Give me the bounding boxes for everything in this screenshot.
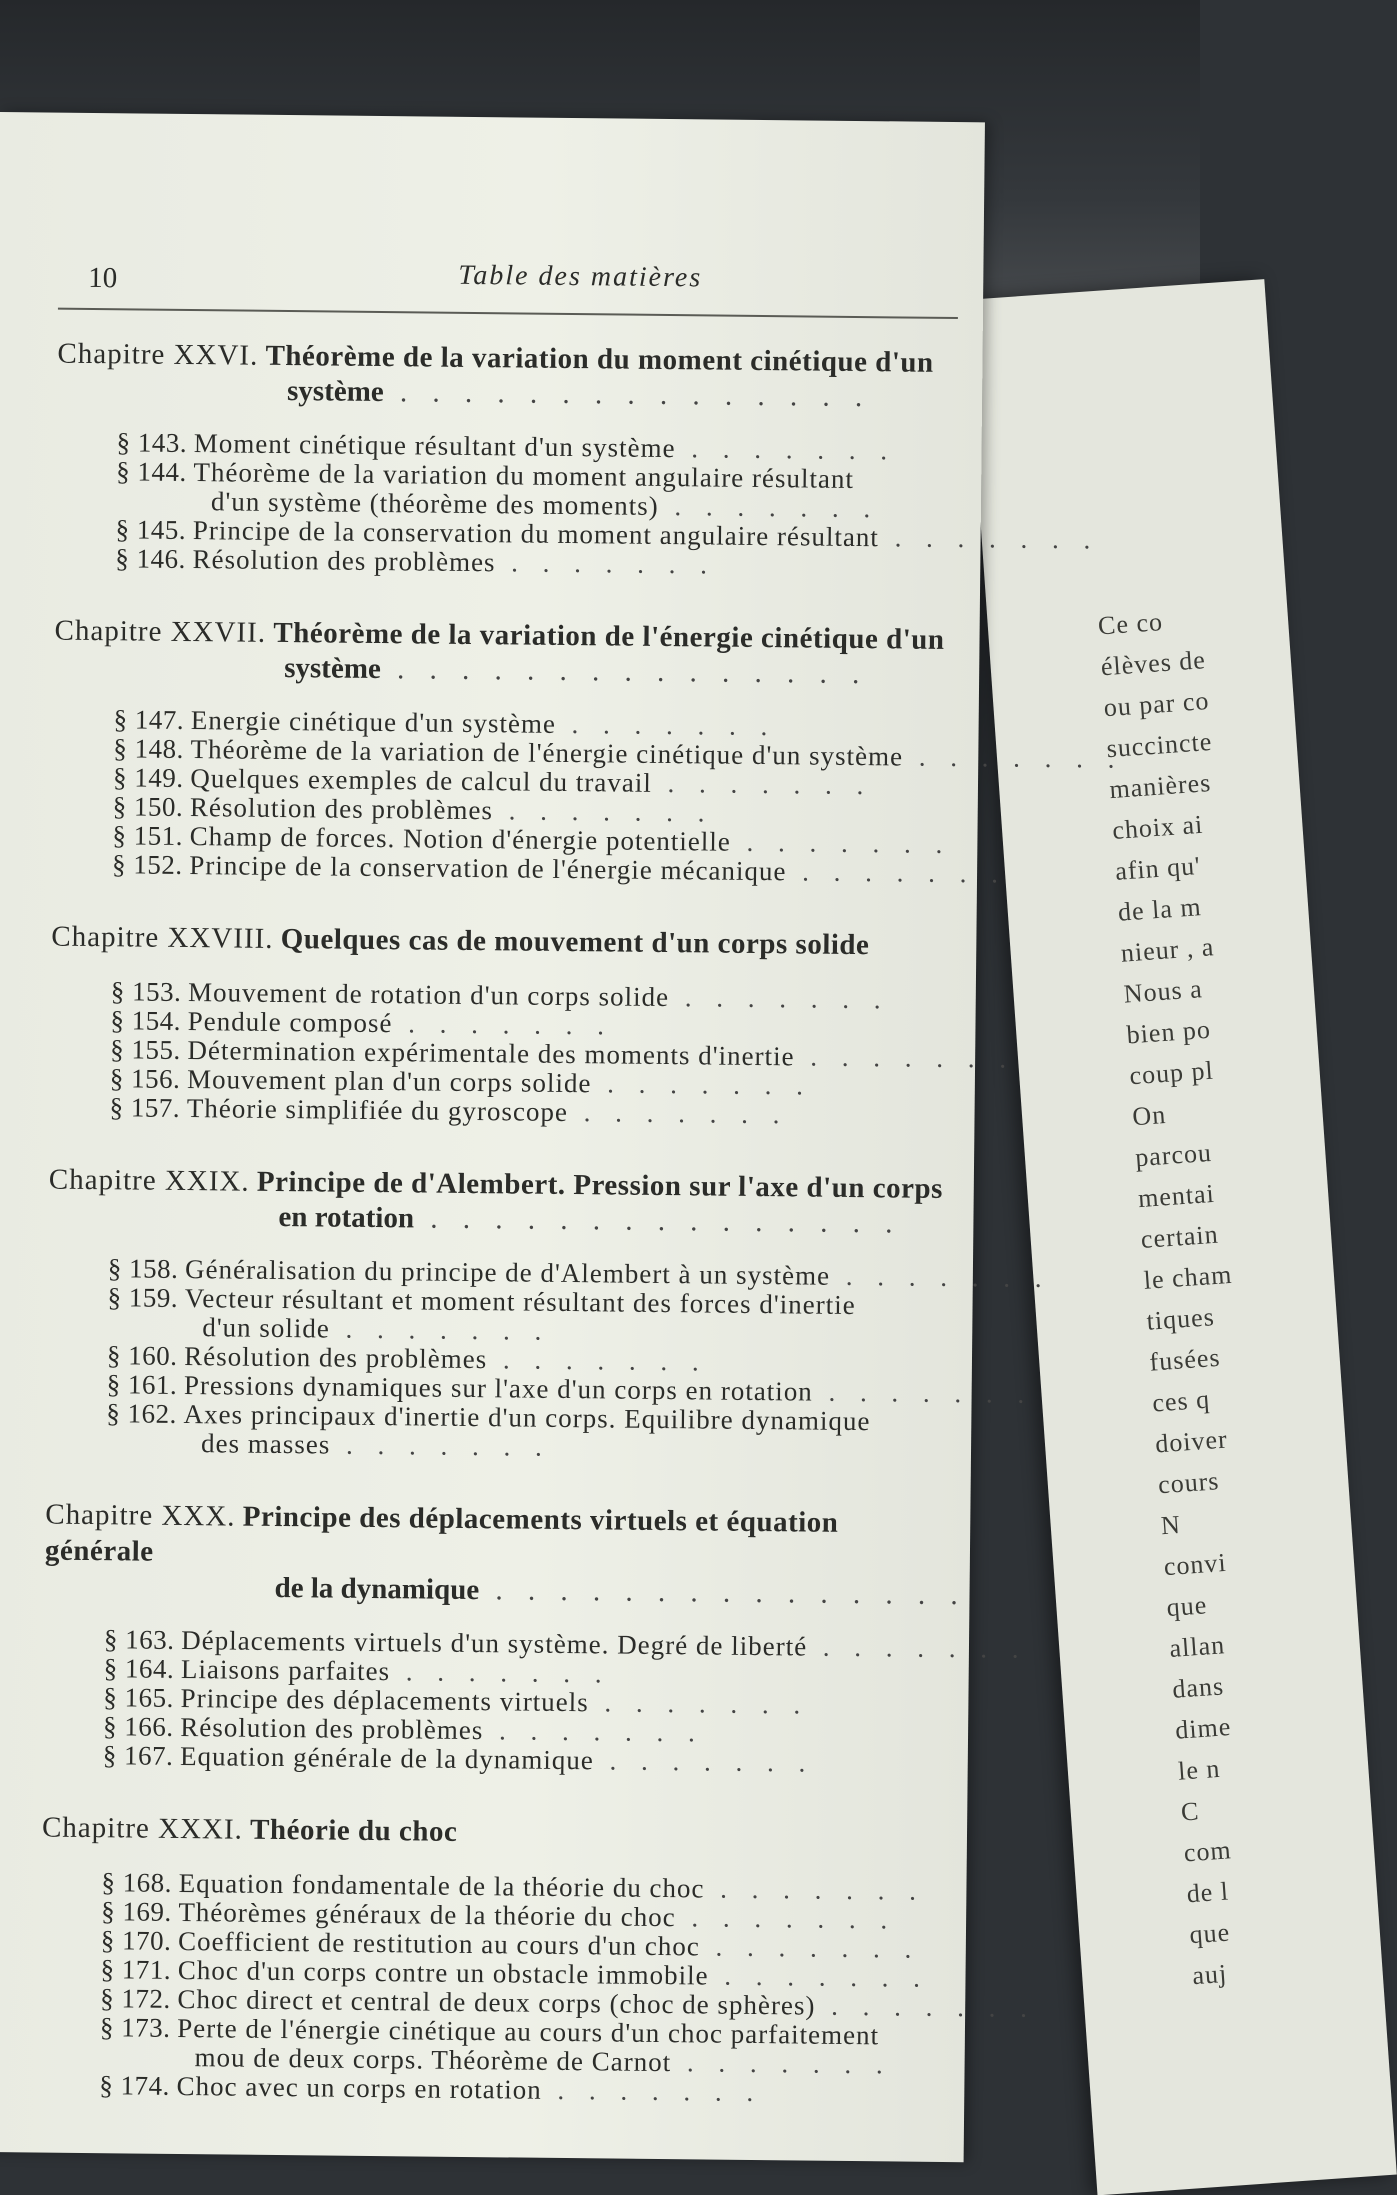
table-of-contents <box>39 248 1124 2149</box>
chapter-entry <box>49 919 1016 1131</box>
section-number: § 147. <box>113 704 185 735</box>
section-title: Choc avec un corps en rotation <box>176 2070 542 2105</box>
facing-page-line: ou par co <box>1102 685 1211 723</box>
chapter-entry <box>52 613 1124 889</box>
section-number: § 164. <box>103 1653 175 1684</box>
dot-leader: . . . . . . . <box>878 522 1100 555</box>
facing-page-line: le cham <box>1142 1259 1234 1295</box>
dot-leader: . . . . . . . <box>567 1097 789 1130</box>
section-list <box>55 427 1100 582</box>
facing-page-line: mentai <box>1137 1178 1216 1214</box>
section-number: § 151. <box>112 820 184 851</box>
chapter-number: Chapitre XXVIII. <box>51 920 274 955</box>
section-title: Pendule composé <box>187 1006 393 1039</box>
section-number: § 148. <box>113 733 184 764</box>
facing-page-line: bien po <box>1125 1014 1212 1050</box>
section-number: § 169. <box>101 1896 172 1927</box>
section-number: § 163. <box>103 1624 175 1655</box>
facing-page-line: coup pl <box>1128 1055 1215 1091</box>
dot-leader: . . . . . . . <box>591 1068 813 1101</box>
dot-leader: . . . . . . . <box>699 1931 921 1964</box>
dot-leader: . . . . . . . <box>541 2074 763 2108</box>
dot-leader: . . . . . . . <box>329 1313 551 1346</box>
dot-leader: . . . . . . . <box>675 433 897 466</box>
section-title: Axes principaux d'inertie d'un corps. Equilibre dynamique <box>183 1398 871 1437</box>
dot-leader: . . . . . . . . . . . . . . . <box>413 1202 902 1240</box>
section-number: § 157. <box>109 1092 181 1123</box>
section-list <box>52 704 1124 889</box>
section-entry <box>111 849 1008 889</box>
dot-leader: . . . . . . . <box>730 826 952 860</box>
facing-page-line: cours <box>1157 1466 1221 1500</box>
dot-leader: . . . . . . . <box>704 1873 926 1906</box>
section-list <box>49 976 1016 1131</box>
facing-page-line: On <box>1131 1099 1168 1132</box>
section-title: Théorie simplifiée du gyroscope <box>186 1093 569 1128</box>
facing-page-line: ces q <box>1151 1384 1211 1418</box>
facing-page-line: doiver <box>1154 1424 1229 1459</box>
facing-page-line: com <box>1182 1835 1233 1868</box>
facing-page-line: parcou <box>1134 1137 1213 1173</box>
dot-leader: . . . . . . . <box>492 795 714 828</box>
section-number: § 146. <box>115 543 186 574</box>
dot-leader: . . . . . . . . . . . . . . . <box>383 376 872 414</box>
section-title: Mouvement plan d'un corps solide <box>186 1064 592 1099</box>
section-title: Principe de la conservation du moment angulaire résultant <box>192 515 880 553</box>
section-number: § 170. <box>100 1925 172 1956</box>
section-number: § 153. <box>110 976 182 1007</box>
dot-leader: . . . . . . . <box>495 547 717 580</box>
facing-page-line: élèves de <box>1099 645 1207 682</box>
dot-leader: . . . . . . . <box>658 490 880 524</box>
dot-leader: . . . . . . . <box>794 1041 1016 1074</box>
section-title: Principe des déplacements virtuels <box>180 1682 589 1718</box>
dot-leader: . . . . . . . <box>806 1631 1028 1664</box>
running-title: Table des matières <box>458 259 703 294</box>
dot-leader: . . . . . . . <box>708 1960 930 1993</box>
facing-page-line: choix ai <box>1111 809 1205 845</box>
section-number: § 171. <box>100 1954 172 1985</box>
section-title: Théorème de la variation du moment angulaire résultant <box>193 457 855 494</box>
chapter-list <box>39 336 1124 2109</box>
section-number: § 159. <box>107 1282 179 1313</box>
dot-leader: . . . . . . . <box>812 1376 1034 1409</box>
section-number: § 166. <box>102 1711 174 1742</box>
facing-page-line: C <box>1179 1796 1201 1827</box>
dot-leader: . . . . . . . . . . . . . . . <box>380 653 869 691</box>
chapter-number: Chapitre XXXI. <box>41 1811 244 1846</box>
section-title: Théorème de la variation de l'énergie cinétique d'un système <box>190 734 904 772</box>
dot-leader: . . . . . . . <box>389 1656 611 1689</box>
facing-page-line: succincte <box>1105 726 1214 764</box>
chapter-title-continuation-text: système <box>286 375 384 409</box>
section-number: § 154. <box>110 1005 182 1036</box>
section-number: § 155. <box>110 1034 181 1065</box>
section-title: Equation générale de la dynamique <box>179 1740 595 1776</box>
section-number: § 150. <box>112 791 184 822</box>
chapter-title-continuation-text: en rotation <box>278 1200 415 1235</box>
facing-page-line: que <box>1188 1917 1232 1950</box>
dot-leader: . . . . . . . <box>829 1260 1051 1294</box>
section-title: Equation fondamentale de la théorie du choc <box>178 1867 705 1904</box>
section-list <box>43 1624 1028 1779</box>
section-title: Résolution des problèmes <box>189 792 494 826</box>
chapter-number: Chapitre XXVI. <box>57 337 259 372</box>
book-page-left <box>0 112 1124 2162</box>
section-list <box>39 1867 1037 2109</box>
chapter-title: Théorie du choc <box>249 1813 458 1848</box>
section-title: Détermination expérimentale des moments d'inertie <box>187 1035 795 1072</box>
section-title: Energie cinétique d'un système <box>190 705 557 739</box>
dot-leader: . . . . . . . <box>786 856 1008 889</box>
facing-page-line: convi <box>1162 1547 1228 1582</box>
section-number: § 172. <box>100 1983 171 2014</box>
section-number: § 173. <box>99 2012 171 2043</box>
section-title: Vecteur résultant et moment résultant des forces d'inertie <box>184 1283 856 1321</box>
running-head <box>58 248 959 319</box>
section-title: Résolution des problèmes <box>192 544 496 578</box>
dot-leader: . . . . . . . <box>392 1008 614 1041</box>
dot-leader: . . . . . . . <box>902 741 1124 774</box>
chapter-title-continuation-text: système <box>284 652 381 686</box>
section-title: Mouvement de rotation d'un corps solide <box>187 977 670 1013</box>
section-title-continuation: mou de deux corps. Théorème de Carnot <box>194 2042 672 2078</box>
chapter-entry <box>43 1497 1028 1779</box>
section-title: Principe de la conservation de l'énergie mécanique <box>189 850 787 887</box>
chapter-entry <box>55 336 1100 582</box>
facing-page-line: manières <box>1108 768 1213 805</box>
facing-page-right <box>965 279 1397 2195</box>
section-number: § 145. <box>115 514 187 545</box>
section-title: Perte de l'énergie cinétique au cours d'un choc parfaitement <box>177 2012 880 2051</box>
chapter-heading <box>42 1810 942 1855</box>
section-number: § 143. <box>116 427 188 458</box>
section-number: § 168. <box>101 1867 173 1898</box>
section-title: Liaisons parfaites <box>180 1653 391 1687</box>
section-number: § 174. <box>99 2070 170 2101</box>
section-title: Pressions dynamiques sur l'axe d'un corps en rotation <box>183 1369 813 1407</box>
dot-leader: . . . . . . . <box>651 767 873 801</box>
section-title: Résolution des problèmes <box>180 1711 484 1746</box>
facing-page-line: certain <box>1139 1219 1220 1254</box>
chapter-entry <box>46 1162 1051 1466</box>
dot-leader: . . . . . . . <box>487 1344 708 1377</box>
facing-page-line: de l <box>1185 1876 1230 1909</box>
section-title-continuation: des masses <box>200 1428 331 1460</box>
dot-leader: . . . . . . . <box>483 1715 704 1748</box>
facing-page-line: le n <box>1177 1753 1222 1786</box>
section-title: Champ de forces. Notion d'énergie potentielle <box>189 821 732 857</box>
section-title: Quelques exemples de calcul du travail <box>190 763 653 798</box>
facing-page-line: nieur , a <box>1119 932 1216 968</box>
page-number: 10 <box>88 261 118 295</box>
chapter-entry <box>39 1810 1037 2109</box>
facing-page-line: dime <box>1174 1711 1233 1745</box>
section-title: Généralisation du principe de d'Alembert à un système <box>184 1254 831 1291</box>
chapter-title: Théorème de la variation de l'énergie cinétique d'un <box>273 616 945 656</box>
section-number: § 167. <box>102 1740 174 1771</box>
dot-leader: . . . . . . . <box>555 708 777 742</box>
section-number: § 156. <box>109 1063 181 1094</box>
facing-page-line: auj <box>1191 1958 1229 1991</box>
section-title: Moment cinétique résultant d'un système <box>193 428 676 464</box>
facing-page-line: que <box>1165 1590 1209 1623</box>
chapter-heading <box>45 1497 946 1578</box>
facing-page-line: N <box>1159 1509 1182 1541</box>
section-title-continuation: d'un solide <box>202 1312 331 1344</box>
facing-page-line: afin qu' <box>1114 850 1202 886</box>
chapter-heading <box>51 919 951 964</box>
section-title: Choc direct et central de deux corps (choc de sphères) <box>177 1983 816 2021</box>
facing-page-line: fusées <box>1148 1342 1222 1377</box>
section-list <box>46 1253 1051 1466</box>
facing-page-line: Ce co <box>1097 607 1164 641</box>
facing-page-line: allan <box>1168 1630 1226 1663</box>
facing-page-line: tiques <box>1145 1302 1216 1336</box>
dot-leader: . . . . . . . . . . . . . . . <box>479 1574 967 1612</box>
chapter-number: Chapitre XXVII. <box>54 614 267 649</box>
dot-leader: . . . . . . . <box>668 982 890 1015</box>
chapter-number: Chapitre XXIX. <box>48 1163 250 1198</box>
section-title: Coefficient de restitution au cours d'un choc <box>177 1925 700 1962</box>
section-title: Choc d'un corps contre un obstacle immobile <box>177 1954 709 1991</box>
facing-page-line: dans <box>1171 1671 1225 1704</box>
chapter-title: Principe des déplacements virtuels et équation générale <box>44 1500 839 1568</box>
facing-page-line: Nous a <box>1122 974 1204 1009</box>
chapter-title: Quelques cas de mouvement d'un corps solide <box>280 922 870 962</box>
chapter-number: Chapitre XXX. <box>45 1498 236 1533</box>
section-number: § 160. <box>106 1340 178 1371</box>
section-number: § 161. <box>106 1369 178 1400</box>
chapter-title: Théorème de la variation du moment cinétique d'un <box>265 339 934 379</box>
section-title: Déplacements virtuels d'un système. Degré de liberté <box>181 1624 808 1662</box>
dot-leader: . . . . . . . <box>593 1745 815 1778</box>
section-title: Résolution des problèmes <box>184 1340 488 1375</box>
dot-leader: . . . . . . . <box>671 2047 892 2080</box>
dot-leader: . . . . . . . <box>330 1429 551 1462</box>
section-number: § 152. <box>111 849 183 880</box>
chapter-title-continuation-text: de la dynamique <box>274 1571 480 1607</box>
section-number: § 144. <box>116 456 187 487</box>
chapter-title: Principe de d'Alembert. Pression sur l'axe d'un corps <box>256 1165 944 1205</box>
facing-page-line: de la m <box>1117 892 1203 927</box>
section-number: § 165. <box>103 1682 175 1713</box>
section-number: § 158. <box>107 1253 179 1284</box>
section-title-continuation: d'un système (théorème des moments) <box>210 486 659 521</box>
dot-leader: . . . . . . . <box>588 1687 810 1720</box>
dot-leader: . . . . . . . <box>675 1902 897 1935</box>
section-number: § 162. <box>106 1398 178 1429</box>
section-title: Théorèmes généraux de la théorie du choc <box>178 1896 676 1933</box>
dot-leader: . . . . . . . <box>815 1990 1037 2023</box>
section-number: § 149. <box>112 762 184 793</box>
